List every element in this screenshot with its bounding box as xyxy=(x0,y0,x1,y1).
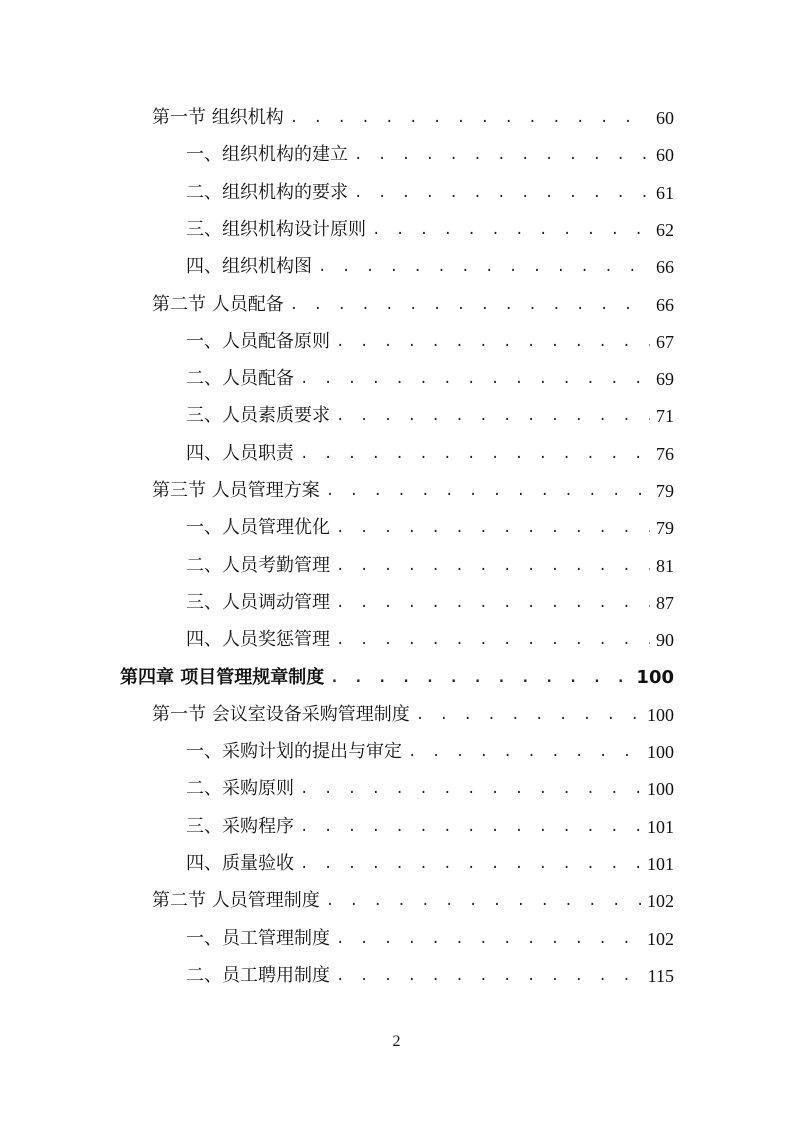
toc-entry-label: 一、人员配备原则 xyxy=(186,330,330,352)
dot-leader xyxy=(318,249,650,285)
dot-leader xyxy=(354,175,650,211)
toc-entry[interactable] xyxy=(186,921,674,957)
toc-entry-page: 60 xyxy=(656,108,674,128)
dot-leader xyxy=(290,287,650,323)
toc-entry-label: 第二节 人员管理制度 xyxy=(152,890,320,912)
dot-leader xyxy=(372,212,650,248)
dot-leader xyxy=(336,585,650,621)
dot-leader xyxy=(290,100,650,136)
toc-entry[interactable] xyxy=(186,212,674,248)
toc-entry[interactable] xyxy=(152,697,674,733)
toc-entry[interactable] xyxy=(186,324,674,360)
toc-entry[interactable] xyxy=(152,473,674,509)
toc-entry-label: 三、人员素质要求 xyxy=(186,405,330,427)
toc-entry[interactable] xyxy=(186,771,674,807)
dot-leader xyxy=(330,660,630,696)
dot-leader xyxy=(300,361,650,397)
toc-entry-label: 二、人员考勤管理 xyxy=(186,554,330,576)
toc-entry-label: 第四章 项目管理规章制度 xyxy=(120,666,325,688)
toc-entry-label: 二、人员配备 xyxy=(186,368,294,390)
toc-entry-label: 三、采购程序 xyxy=(186,815,294,837)
toc-entry-page: 69 xyxy=(656,369,674,390)
toc-entry[interactable] xyxy=(186,734,674,770)
toc-entry-page: 100 xyxy=(636,666,674,688)
toc-entry[interactable] xyxy=(186,175,674,211)
toc-entry[interactable] xyxy=(186,137,674,173)
toc-entry[interactable] xyxy=(186,622,674,658)
toc-entry-page: 115 xyxy=(647,965,674,986)
dot-leader xyxy=(326,473,650,509)
toc-entry-label: 第三节 人员管理方案 xyxy=(152,480,320,501)
toc-entry-page: 100 xyxy=(647,704,674,725)
toc-entry-label: 四、组织机构图 xyxy=(186,256,312,278)
toc-entry[interactable] xyxy=(186,510,674,546)
toc-entry-label: 四、人员奖惩管理 xyxy=(186,629,330,651)
toc-entry-label: 第一节 组织机构 xyxy=(152,107,284,128)
toc-entry-label: 一、员工管理制度 xyxy=(186,927,330,949)
toc-entry-page: 76 xyxy=(656,443,674,464)
toc-entry-page: 102 xyxy=(647,928,674,949)
toc-entry-page: 71 xyxy=(656,406,674,427)
toc-entry-label: 三、人员调动管理 xyxy=(186,591,330,613)
dot-leader xyxy=(300,436,650,472)
toc-entry[interactable] xyxy=(152,883,674,919)
toc-entry-page: 66 xyxy=(656,294,674,315)
toc-entry[interactable] xyxy=(186,436,674,472)
dot-leader xyxy=(354,137,650,173)
toc-entry-label: 一、组织机构的建立 xyxy=(186,144,348,166)
dot-leader xyxy=(336,324,650,360)
toc-entry-page: 62 xyxy=(656,219,674,240)
toc-entry-label: 四、人员职责 xyxy=(186,442,294,464)
toc-entry-page: 87 xyxy=(656,592,674,613)
dot-leader xyxy=(300,771,641,807)
dot-leader xyxy=(300,846,641,882)
toc-entry-label: 二、组织机构的要求 xyxy=(186,181,348,203)
toc-entry-page: 79 xyxy=(656,481,674,501)
page-number: 2 xyxy=(392,1033,401,1050)
toc-entry[interactable] xyxy=(186,846,674,882)
dot-leader xyxy=(326,883,641,919)
toc-entry-page: 101 xyxy=(647,816,674,837)
toc-entry-page: 67 xyxy=(656,331,674,352)
toc-entry-label: 三、组织机构设计原则 xyxy=(186,218,366,240)
toc-entry[interactable] xyxy=(186,398,674,434)
toc-entry-page: 100 xyxy=(647,742,674,763)
toc-entry-page: 79 xyxy=(656,518,674,539)
toc-entry-page: 60 xyxy=(656,145,674,166)
toc-entry[interactable] xyxy=(186,809,674,845)
toc-chapter-entry[interactable] xyxy=(120,660,674,696)
toc-entry-page: 61 xyxy=(656,182,674,203)
dot-leader xyxy=(416,697,641,733)
toc-entry-page: 101 xyxy=(647,854,674,874)
toc-entry-label: 四、质量验收 xyxy=(186,853,294,874)
toc-entry-page: 102 xyxy=(647,891,674,912)
toc-entry-label: 第一节 会议室设备采购管理制度 xyxy=(152,703,410,725)
dot-leader xyxy=(408,734,641,770)
toc-entry[interactable] xyxy=(186,958,674,994)
toc-entry[interactable] xyxy=(186,548,674,584)
dot-leader xyxy=(336,958,642,994)
dot-leader xyxy=(300,809,641,845)
dot-leader xyxy=(336,548,650,584)
dot-leader xyxy=(336,398,650,434)
toc-entry-label: 一、人员管理优化 xyxy=(186,517,330,539)
toc-entry[interactable] xyxy=(152,100,674,136)
toc-entry[interactable] xyxy=(186,361,674,397)
toc-entry-page: 81 xyxy=(656,555,674,576)
toc-entry-label: 第二节 人员配备 xyxy=(152,293,284,315)
toc-entry-page: 100 xyxy=(647,779,674,800)
toc-entry-label: 二、员工聘用制度 xyxy=(186,964,330,986)
toc-entry-page: 66 xyxy=(656,257,674,278)
toc-entry-page: 90 xyxy=(656,630,674,651)
dot-leader xyxy=(336,622,650,658)
dot-leader xyxy=(336,510,650,546)
toc-entry-label: 一、采购计划的提出与审定 xyxy=(186,741,402,763)
toc-entry-label: 二、采购原则 xyxy=(186,778,294,800)
toc-entry[interactable] xyxy=(186,585,674,621)
toc-entry[interactable] xyxy=(186,249,674,285)
toc-entry[interactable] xyxy=(152,287,674,323)
dot-leader xyxy=(336,921,641,957)
